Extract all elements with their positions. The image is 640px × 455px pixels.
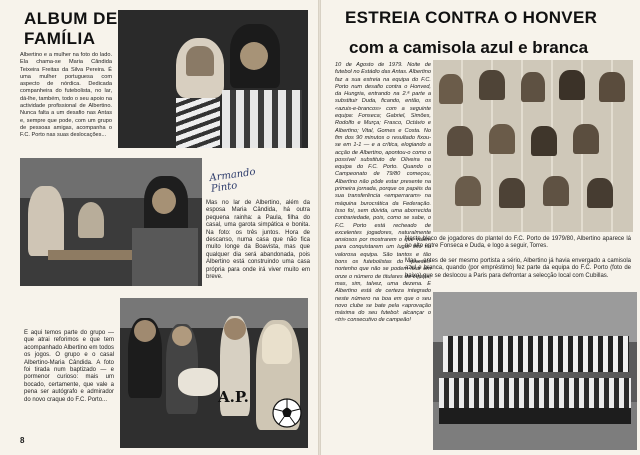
middle-caption: Mas no lar de Albertino, além da esposa Maria Cândida, há outra pequena rainha: a Paula, filha do casal, uma garota simpática e bonita. Na foto: os três juntos. Hora de descanso, numa casa que não fica muito longe da Boavista, mas que qualquer dia será abandonada, pois Albertino está construindo uma casa própria para onde irá viver muito em breve. bbox=[206, 200, 310, 281]
album-title-line1: ALBUM DE bbox=[24, 9, 118, 28]
intro-text: Albertino e a mulher na foto do lado. Ela chama-se Maria Cândida Teixeira Freitas da Silva Pereira. É uma mulher portuguesa com aspecto de nórdica. Dedicada companheira do futebolista, no lar, dá-lhe, também, todo o seu apoio na actividade profissional de Albertino. Nunca falta a um desafio nas Antas e, sempre que pode, com um grupo de pessoas amigas, acompanha o F.C. Porto nas suas deslocações... bbox=[20, 52, 112, 139]
team-caption-2: Mas... antes de ser mesmo portista a sério, Albertino já havia envergado a camisola azul e branca, quando (por empréstimo) fez parte da equipa do F.C. Porto (foto de baixo) que se deslocou a Paris para defrontar a selecção local com Cubillas. bbox=[405, 258, 631, 279]
team-photo bbox=[433, 292, 637, 450]
initials: A.P. bbox=[218, 388, 249, 406]
left-page bbox=[0, 0, 318, 455]
right-page bbox=[321, 0, 640, 455]
page-number: 8 bbox=[20, 436, 25, 445]
football-icon bbox=[272, 398, 302, 428]
squad-photo bbox=[433, 60, 633, 232]
team-caption-1: Neste bloco de jogadores do plantel do F.C. Porto de 1979/80, Albertino aparece lá no alto entre Fonseca e Duda, e logo a seguir, Torres. bbox=[405, 236, 631, 250]
subheadline: com a camisola azul e branca bbox=[349, 38, 589, 57]
album-title-line2: FAMÍLIA bbox=[24, 29, 96, 48]
family-photo bbox=[20, 158, 202, 286]
bottom-caption: E aqui temos parte do grupo — que atrai reforimos e que tem acompanhado Albertino em todos os jogos. O grupo e o casal Albertino-Maria Cândida. A foto foi tirada num baptizado — e pormenor curioso: mais um bocado, certamente, que vale a pena ser autógrafo e admirador do novo craque do F.C. Porto... bbox=[24, 330, 114, 403]
headline: ESTREIA CONTRA O HONVER bbox=[345, 8, 598, 27]
article-text: 10 de Agosto de 1979. Noite de futebol no Estádio das Antas. Albertino faz a sua estreia na equipa do F.C. Porto num desafio contra o Honved, da Hungria, entrando na 2.ª parte a substituir Duda, ficando, então, os «azuis-e-brancos» com a seguinte equipa: Fonseca; Gabriel, Simões, Rodolfo e Murça; Frasco, Octávio e Albertino; Vital, Gomes e Costa. No fim dos 90 minutos o resultado fixou-se em 1-1 — e a crítica, elogiando a acção de Albertino, apontou-o como o possível substituto de Oliveira na equipa do F.C. Porto. Quando o Campeonato de 79/80 começou, Albertino não pôde estar presente na primeira jornada, porque os papéis da sua transferência «emperraram» na máquina burocrática da Federação. Isso foi, sem dúvida, uma aborrecida contrariedade, pois, como se sabe, o F.C. Porto está recheado de excelentes jogadores, naturalmente ansiosos por mostrarem o que valem para conquistarem um lugar fixo na valorosa equipa. São tantos e tão bons os futebolistas do «plantel» nortenho que não se podem fixar em onze o número de titulares da equipa, mas, sim, talvez, uma dezena. E Albertino está de certeza integrado neste número na boa em que o seu novo clube se bate pela «aprovação máxima do seu futebol: alcançar o «tri» consecutivo de campeão! bbox=[335, 62, 431, 324]
handwritten-name: Armando Pinto bbox=[208, 166, 257, 195]
couple-photo bbox=[118, 10, 308, 148]
